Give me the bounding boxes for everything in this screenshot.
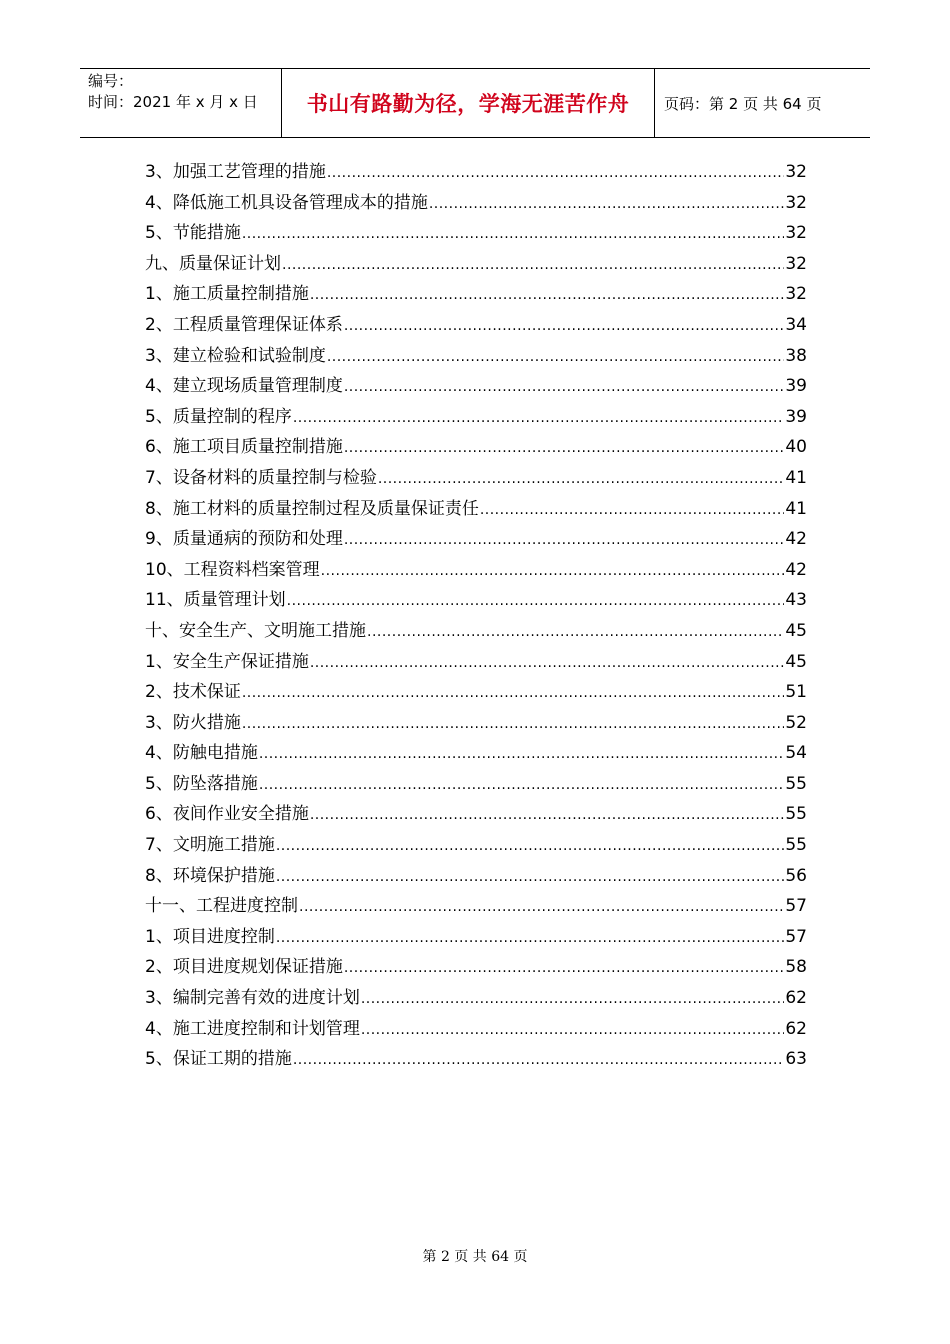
toc-entry-page-number: 55: [785, 804, 807, 825]
toc-entry-page-number: 43: [785, 590, 807, 611]
toc-entry-title: 1、施工质量控制措施: [145, 284, 309, 305]
toc-dot-leader: [276, 862, 785, 893]
toc-entry-page-number: 39: [785, 376, 807, 397]
toc-dot-leader: [242, 219, 785, 250]
toc-dot-leader: [327, 342, 785, 373]
toc-dot-leader: [299, 892, 784, 923]
toc-entry-title: 3、建立检验和试验制度: [145, 345, 326, 366]
toc-entry-title: 3、编制完善有效的进度计划: [145, 988, 360, 1009]
toc-entry-title: 6、施工项目质量控制措施: [145, 437, 343, 458]
toc-dot-leader: [282, 250, 784, 281]
toc-entry-title: 10、工程资料档案管理: [145, 559, 320, 580]
toc-entry-page-number: 41: [785, 467, 807, 488]
document-header: [80, 68, 870, 138]
toc-entry[interactable]: [145, 738, 807, 769]
toc-entry-page-number: 32: [785, 162, 807, 182]
toc-dot-leader: [344, 311, 785, 342]
toc-entry-title: 5、防坠落措施: [145, 773, 258, 794]
toc-entry-page-number: 38: [785, 345, 807, 366]
toc-entry-title: 5、保证工期的措施: [145, 1049, 292, 1070]
toc-entry-title: 3、加强工艺管理的措施: [145, 162, 326, 182]
toc-entry[interactable]: [145, 310, 807, 341]
toc-entry[interactable]: [145, 494, 807, 525]
toc-dot-leader: [429, 189, 785, 220]
toc-entry[interactable]: [145, 708, 807, 739]
toc-entry-page-number: 62: [785, 988, 807, 1009]
toc-entry-title: 11、质量管理计划: [145, 590, 286, 611]
toc-entry[interactable]: [145, 922, 807, 953]
toc-entry[interactable]: [145, 371, 807, 402]
toc-entry-title: 7、设备材料的质量控制与检验: [145, 467, 377, 488]
toc-entry[interactable]: [145, 524, 807, 555]
toc-entry-page-number: 62: [785, 1018, 807, 1039]
toc-entry[interactable]: [145, 188, 807, 219]
toc-entry[interactable]: [145, 157, 807, 188]
serial-number-label: 编号：: [88, 72, 134, 90]
toc-dot-leader: [242, 709, 785, 740]
toc-entry-title: 4、防触电措施: [145, 743, 258, 764]
toc-entry[interactable]: [145, 799, 807, 830]
toc-entry-page-number: 32: [785, 284, 807, 305]
footer-page-number: 第 2 页 共 64 页: [422, 1249, 528, 1265]
toc-entry-page-number: 40: [785, 437, 807, 458]
toc-dot-leader: [310, 280, 785, 311]
toc-dot-leader: [344, 433, 785, 464]
toc-entry-title: 2、技术保证: [145, 682, 241, 703]
toc-entry-page-number: 54: [785, 743, 807, 764]
toc-entry[interactable]: [145, 218, 807, 249]
toc-entry-title: 6、夜间作业安全措施: [145, 804, 309, 825]
toc-entry-page-number: 32: [785, 192, 807, 213]
toc-entry[interactable]: [145, 585, 807, 616]
toc-dot-leader: [259, 770, 785, 801]
toc-entry[interactable]: [145, 769, 807, 800]
toc-dot-leader: [310, 800, 785, 831]
toc-dot-leader: [276, 831, 785, 862]
toc-entry[interactable]: [145, 830, 807, 861]
toc-dot-leader: [276, 923, 785, 954]
header-meta-cell: [80, 69, 282, 137]
toc-entry-page-number: 63: [785, 1049, 807, 1070]
toc-entry-title: 2、工程质量管理保证体系: [145, 314, 343, 335]
toc-entry[interactable]: [145, 861, 807, 892]
toc-entry-title: 十、安全生产、文明施工措施: [145, 620, 366, 641]
toc-entry[interactable]: [145, 249, 807, 280]
toc-dot-leader: [361, 984, 785, 1015]
toc-entry[interactable]: [145, 463, 807, 494]
toc-entry[interactable]: [145, 341, 807, 372]
toc-entry-title: 4、降低施工机具设备管理成本的措施: [145, 192, 428, 213]
toc-dot-leader: [344, 372, 785, 403]
toc-entry-title: 4、建立现场质量管理制度: [145, 376, 343, 397]
page-footer: [0, 1246, 950, 1266]
toc-entry-title: 九、质量保证计划: [145, 253, 281, 274]
toc-entry[interactable]: [145, 647, 807, 678]
motto-text: 书山有路勤为径，学海无涯苦作舟: [306, 92, 630, 116]
toc-entry-title: 9、质量通病的预防和处理: [145, 529, 343, 550]
header-page-info: 页码：第 2 页 共 64 页: [664, 94, 822, 113]
toc-entry-page-number: 32: [785, 223, 807, 244]
toc-dot-leader: [310, 648, 785, 679]
toc-entry[interactable]: [145, 1014, 807, 1045]
toc-dot-leader: [344, 953, 785, 984]
toc-dot-leader: [287, 586, 785, 617]
toc-entry-title: 1、项目进度控制: [145, 926, 275, 947]
toc-entry-page-number: 42: [785, 559, 807, 580]
toc-dot-leader: [361, 1015, 785, 1046]
toc-dot-leader: [327, 158, 785, 189]
toc-entry-title: 1、安全生产保证措施: [145, 651, 309, 672]
header-motto-cell: [282, 69, 655, 137]
toc-dot-leader: [378, 464, 785, 495]
toc-dot-leader: [293, 1045, 785, 1076]
toc-entry-title: 3、防火措施: [145, 712, 241, 733]
toc-entry[interactable]: [145, 555, 807, 586]
date-line: 时间：2021 年 x 月 x 日: [88, 93, 258, 111]
toc-dot-leader: [480, 495, 785, 526]
toc-entry-page-number: 45: [785, 620, 807, 641]
toc-dot-leader: [293, 403, 785, 434]
toc-entry-page-number: 41: [785, 498, 807, 519]
toc-entry-page-number: 39: [785, 406, 807, 427]
toc-entry-page-number: 58: [785, 957, 807, 978]
toc-entry[interactable]: [145, 402, 807, 433]
toc-entry-title: 2、项目进度规划保证措施: [145, 957, 343, 978]
toc-entry-title: 8、施工材料的质量控制过程及质量保证责任: [145, 498, 479, 519]
toc-entry-title: 7、文明施工措施: [145, 835, 275, 856]
toc-entry[interactable]: [145, 279, 807, 310]
toc-entry-page-number: 34: [785, 314, 807, 335]
toc-entry-page-number: 42: [785, 529, 807, 550]
toc-entry[interactable]: [145, 432, 807, 463]
toc-dot-leader: [242, 678, 785, 709]
toc-entry[interactable]: [145, 952, 807, 983]
toc-entry-title: 5、质量控制的程序: [145, 406, 292, 427]
toc-entry-page-number: 57: [785, 896, 807, 917]
toc-entry[interactable]: [145, 891, 807, 922]
toc-entry-title: 4、施工进度控制和计划管理: [145, 1018, 360, 1039]
toc-entry-page-number: 51: [785, 682, 807, 703]
toc-entry-title: 8、环境保护措施: [145, 865, 275, 886]
toc-entry-page-number: 56: [785, 865, 807, 886]
toc-entry-title: 十一、工程进度控制: [145, 896, 298, 917]
toc-entry-page-number: 32: [785, 253, 807, 274]
toc-dot-leader: [344, 525, 785, 556]
toc-entry[interactable]: [145, 983, 807, 1014]
toc-entry[interactable]: [145, 1044, 807, 1075]
toc-entry[interactable]: [145, 677, 807, 708]
table-of-contents: [145, 157, 807, 1075]
toc-dot-leader: [259, 739, 785, 770]
header-page-cell: [655, 69, 870, 137]
toc-entry-title: 5、节能措施: [145, 223, 241, 244]
toc-entry-page-number: 52: [785, 712, 807, 733]
toc-entry-page-number: 55: [785, 773, 807, 794]
toc-dot-leader: [321, 556, 785, 587]
toc-entry[interactable]: [145, 616, 807, 647]
toc-entry-page-number: 57: [785, 926, 807, 947]
toc-dot-leader: [367, 617, 784, 648]
toc-entry-page-number: 55: [785, 835, 807, 856]
toc-entry-page-number: 45: [785, 651, 807, 672]
